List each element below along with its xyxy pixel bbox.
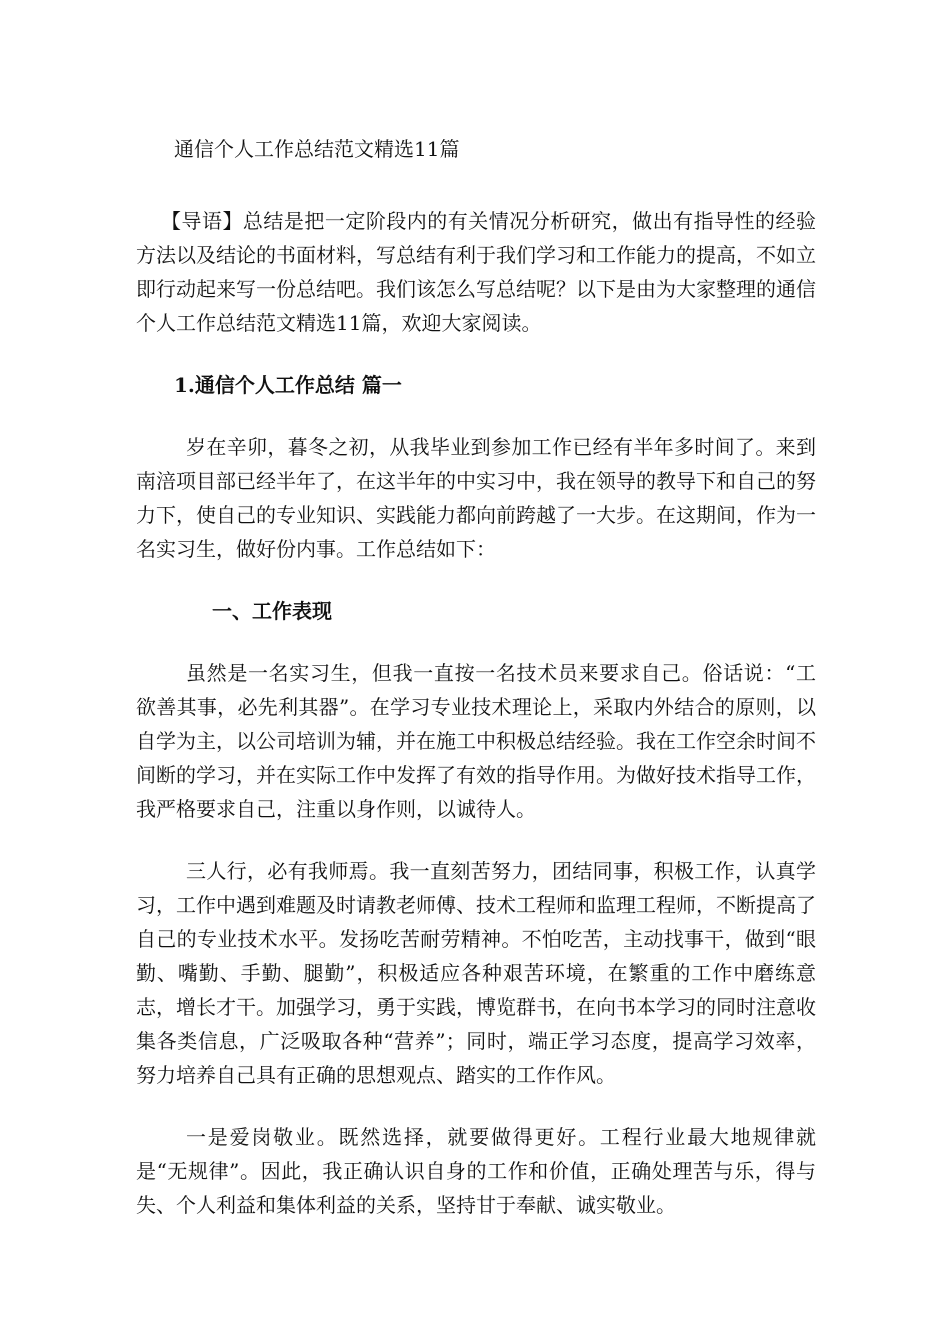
document-page	[136, 132, 816, 1250]
paragraph-2: 虽然是一名实习生，但我一直按一名技术员来要求自己。俗话说：“工欲善其事，必先利其器”。在学习专业技术理论上，采取内外结合的原则，以自学为主，以公司培训为辅，并在施工中积极总结经验。我在工作空余时间不间断的学习，并在实际工作中发挥了有效的指导作用。为做好技术指导工作，我严格要求自己，注重以身作则，以诚待人。	[136, 661, 816, 821]
paragraph-3: 三人行，必有我师焉。我一直刻苦努力，团结同事，积极工作，认真学习，工作中遇到难题及时请教老师傅、技术工程师和监理工程师，不断提高了自己的专业技术水平。发扬吃苦耐劳精神。不怕吃苦，主动找事干，做到“眼勤、嘴勤、手勤、腿勤”，积极适应各种艰苦环境，在繁重的工作中磨练意志，增长才干。加强学习，勇于实践，博览群书，在向书本学习的同时注意收集各类信息，广泛吸取各种“营养”；同时，端正学习态度，提高学习效率，努力培养自己具有正确的思想观点、踏实的工作作风。	[136, 859, 816, 1087]
document-title: 通信个人工作总结范文精选11篇	[174, 137, 460, 161]
paragraph-1: 岁在辛卯，暮冬之初，从我毕业到参加工作已经有半年多时间了。来到南涪项目部已经半年了，在这半年的中实习中，我在领导的教导下和自己的努力下，使自己的专业知识、实践能力都向前跨越了一大步。在这期间，作为一名实习生，做好份内事。工作总结如下：	[136, 435, 816, 561]
subheading-work-performance: 一、工作表现	[212, 599, 332, 623]
paragraph-4: 一是爱岗敬业。既然选择，就要做得更好。工程行业最大地规律就是“无规律”。因此，我正确认识自身的工作和价值，正确处理苦与乐，得与失、个人利益和集体利益的关系，坚持甘于奉献、诚实敬业。	[136, 1125, 816, 1217]
intro-paragraph: 【导语】总结是把一定阶段内的有关情况分析研究，做出有指导性的经验方法以及结论的书面材料，写总结有利于我们学习和工作能力的提高，不如立即行动起来写一份总结吧。我们该怎么写总结呢？以下是由为大家整理的通信个人工作总结范文精选11篇，欢迎大家阅读。	[136, 209, 816, 335]
section-heading: 1.通信个人工作总结 篇一	[174, 373, 402, 397]
